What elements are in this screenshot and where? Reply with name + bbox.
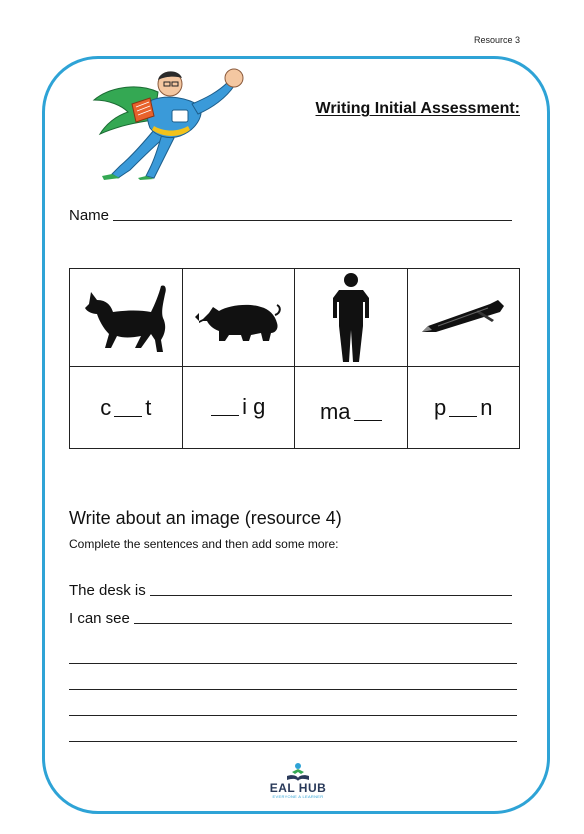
man-silhouette-icon [331, 272, 371, 364]
writing-line-2[interactable] [69, 688, 517, 690]
cat-silhouette-icon [81, 282, 171, 354]
pig-silhouette-icon [195, 293, 281, 343]
writing-line-4[interactable] [69, 740, 517, 742]
word-pig-blank[interactable] [211, 414, 239, 416]
eal-hub-logo-icon [283, 762, 313, 782]
writing-line-1[interactable] [69, 662, 517, 664]
pen-icon [418, 298, 508, 338]
prompt-desk-label: The desk is [69, 582, 146, 599]
word-pig-end: i g [242, 393, 266, 419]
picture-cell-cat [70, 269, 183, 367]
word-cat-start: c [100, 394, 112, 420]
word-pen [434, 395, 493, 421]
resource-label: Resource 3 [473, 35, 520, 45]
word-cell-cat [70, 367, 183, 449]
picture-cell-pen [407, 269, 520, 367]
section-title: Write about an image (resource 4) [69, 508, 342, 528]
prompt-row-see [69, 610, 512, 627]
word-cat-end: t [145, 394, 152, 420]
prompt-row-desk [69, 582, 512, 599]
word-cat-blank[interactable] [114, 415, 142, 417]
prompt-desk-line[interactable] [150, 594, 512, 596]
writing-line-3[interactable] [69, 714, 517, 716]
word-man [320, 399, 382, 425]
word-picture-grid [69, 268, 520, 449]
word-man-blank[interactable] [354, 419, 382, 421]
word-cell-pig [182, 367, 295, 449]
word-pen-start: p [434, 394, 447, 420]
eal-hub-logo [262, 762, 334, 808]
section-instruction: Complete the sentences and then add some more: [69, 537, 339, 551]
superhero-reading-icon [88, 60, 252, 180]
logo-name: EAL HUB [269, 781, 327, 795]
name-label: Name [69, 207, 110, 224]
word-pen-blank[interactable] [449, 415, 477, 417]
word-cat [100, 395, 151, 421]
prompt-see-label: I can see [69, 610, 130, 627]
word-man-start: ma [319, 398, 351, 424]
word-cell-pen [407, 367, 520, 449]
word-pig [211, 394, 265, 420]
name-field[interactable] [113, 219, 512, 221]
prompt-see-line[interactable] [134, 622, 512, 624]
word-pen-end: n [480, 394, 493, 420]
logo-tagline: EVERYONE A LEARNER [272, 794, 324, 799]
word-cell-man [295, 367, 408, 449]
picture-cell-man [295, 269, 408, 367]
name-field-row [69, 202, 512, 224]
worksheet-title: Writing Initial Assessment: [315, 100, 520, 117]
picture-cell-pig [182, 269, 295, 367]
